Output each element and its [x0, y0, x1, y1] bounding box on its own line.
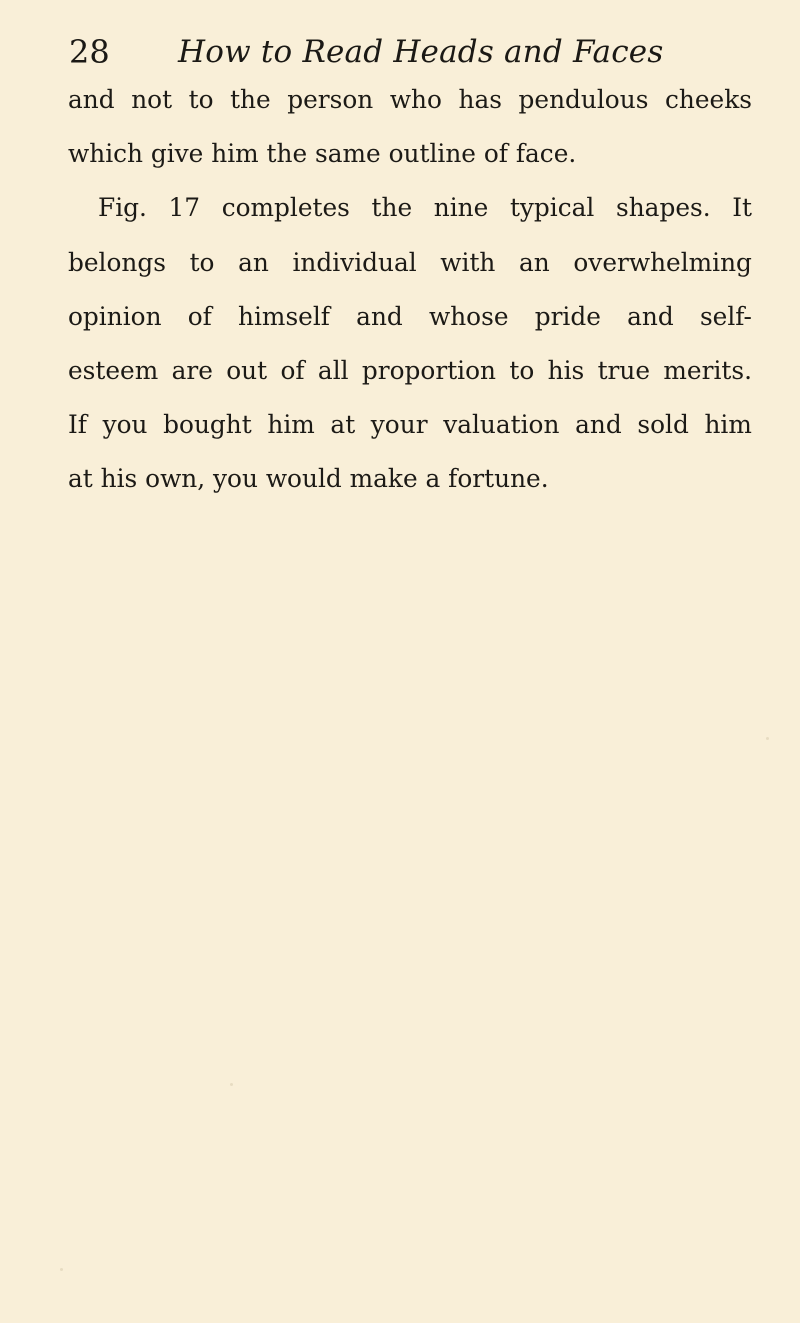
word: bought	[163, 410, 252, 440]
body-text	[68, 73, 752, 507]
word: himself	[238, 301, 330, 331]
paper-speck	[766, 737, 769, 740]
word: him	[267, 410, 315, 440]
word: opinion	[68, 301, 162, 331]
word: sold	[637, 410, 689, 440]
word: at	[330, 410, 356, 440]
word: whose	[428, 301, 509, 331]
line-text: which give him the same outline of face.	[68, 139, 577, 169]
word: to	[509, 355, 535, 385]
paper-speck	[230, 1083, 233, 1086]
word: and	[627, 301, 674, 331]
word: out	[226, 355, 268, 385]
word: the	[371, 193, 413, 223]
word: Fig.	[98, 193, 147, 223]
word: nine	[433, 193, 489, 223]
word: esteem	[68, 355, 159, 385]
text-line	[68, 236, 752, 290]
word: individual	[292, 247, 417, 277]
text-line	[68, 127, 752, 181]
paragraph-first-line	[68, 181, 752, 235]
word: typical	[509, 193, 595, 223]
word: are	[171, 355, 213, 385]
word: It	[732, 193, 752, 223]
word: who	[389, 85, 442, 114]
word: cheeks	[664, 85, 752, 114]
word: your	[370, 410, 428, 440]
word: true	[597, 355, 651, 385]
word: an	[519, 247, 550, 277]
word: belongs	[68, 247, 166, 277]
word: has	[458, 85, 502, 114]
word: and	[356, 301, 403, 331]
word: If	[68, 410, 87, 440]
word: and	[68, 85, 115, 114]
word: self-	[699, 301, 752, 331]
word: shapes.	[615, 193, 711, 223]
text-line	[68, 290, 752, 344]
line-text: at his own, you would make a fortune.	[68, 464, 549, 494]
text-line	[68, 73, 752, 127]
word: an	[238, 247, 269, 277]
word: proportion	[361, 355, 497, 385]
text-line	[68, 398, 752, 452]
word: and	[575, 410, 622, 440]
word: with	[440, 247, 496, 277]
page-number: 28	[69, 33, 110, 71]
book-title: How to Read Heads and Faces	[178, 34, 664, 70]
word: pendulous	[518, 85, 649, 114]
running-head	[69, 30, 749, 74]
word: him	[704, 410, 752, 440]
word: of	[187, 301, 212, 331]
word: all	[317, 355, 349, 385]
word: merits.	[663, 355, 752, 385]
text-line	[68, 344, 752, 398]
word: valuation	[443, 410, 560, 440]
word: person	[287, 85, 374, 114]
paper-speck	[60, 1268, 63, 1271]
word: completes	[221, 193, 350, 223]
word: to	[188, 85, 214, 114]
word: not	[131, 85, 173, 114]
word: overwhelming	[573, 247, 752, 277]
text-line	[68, 452, 752, 506]
word: his	[547, 355, 585, 385]
word: the	[230, 85, 271, 114]
word: pride	[534, 301, 601, 331]
word: of	[280, 355, 305, 385]
word: to	[189, 247, 215, 277]
word: 17	[168, 193, 201, 223]
word: you	[102, 410, 148, 440]
